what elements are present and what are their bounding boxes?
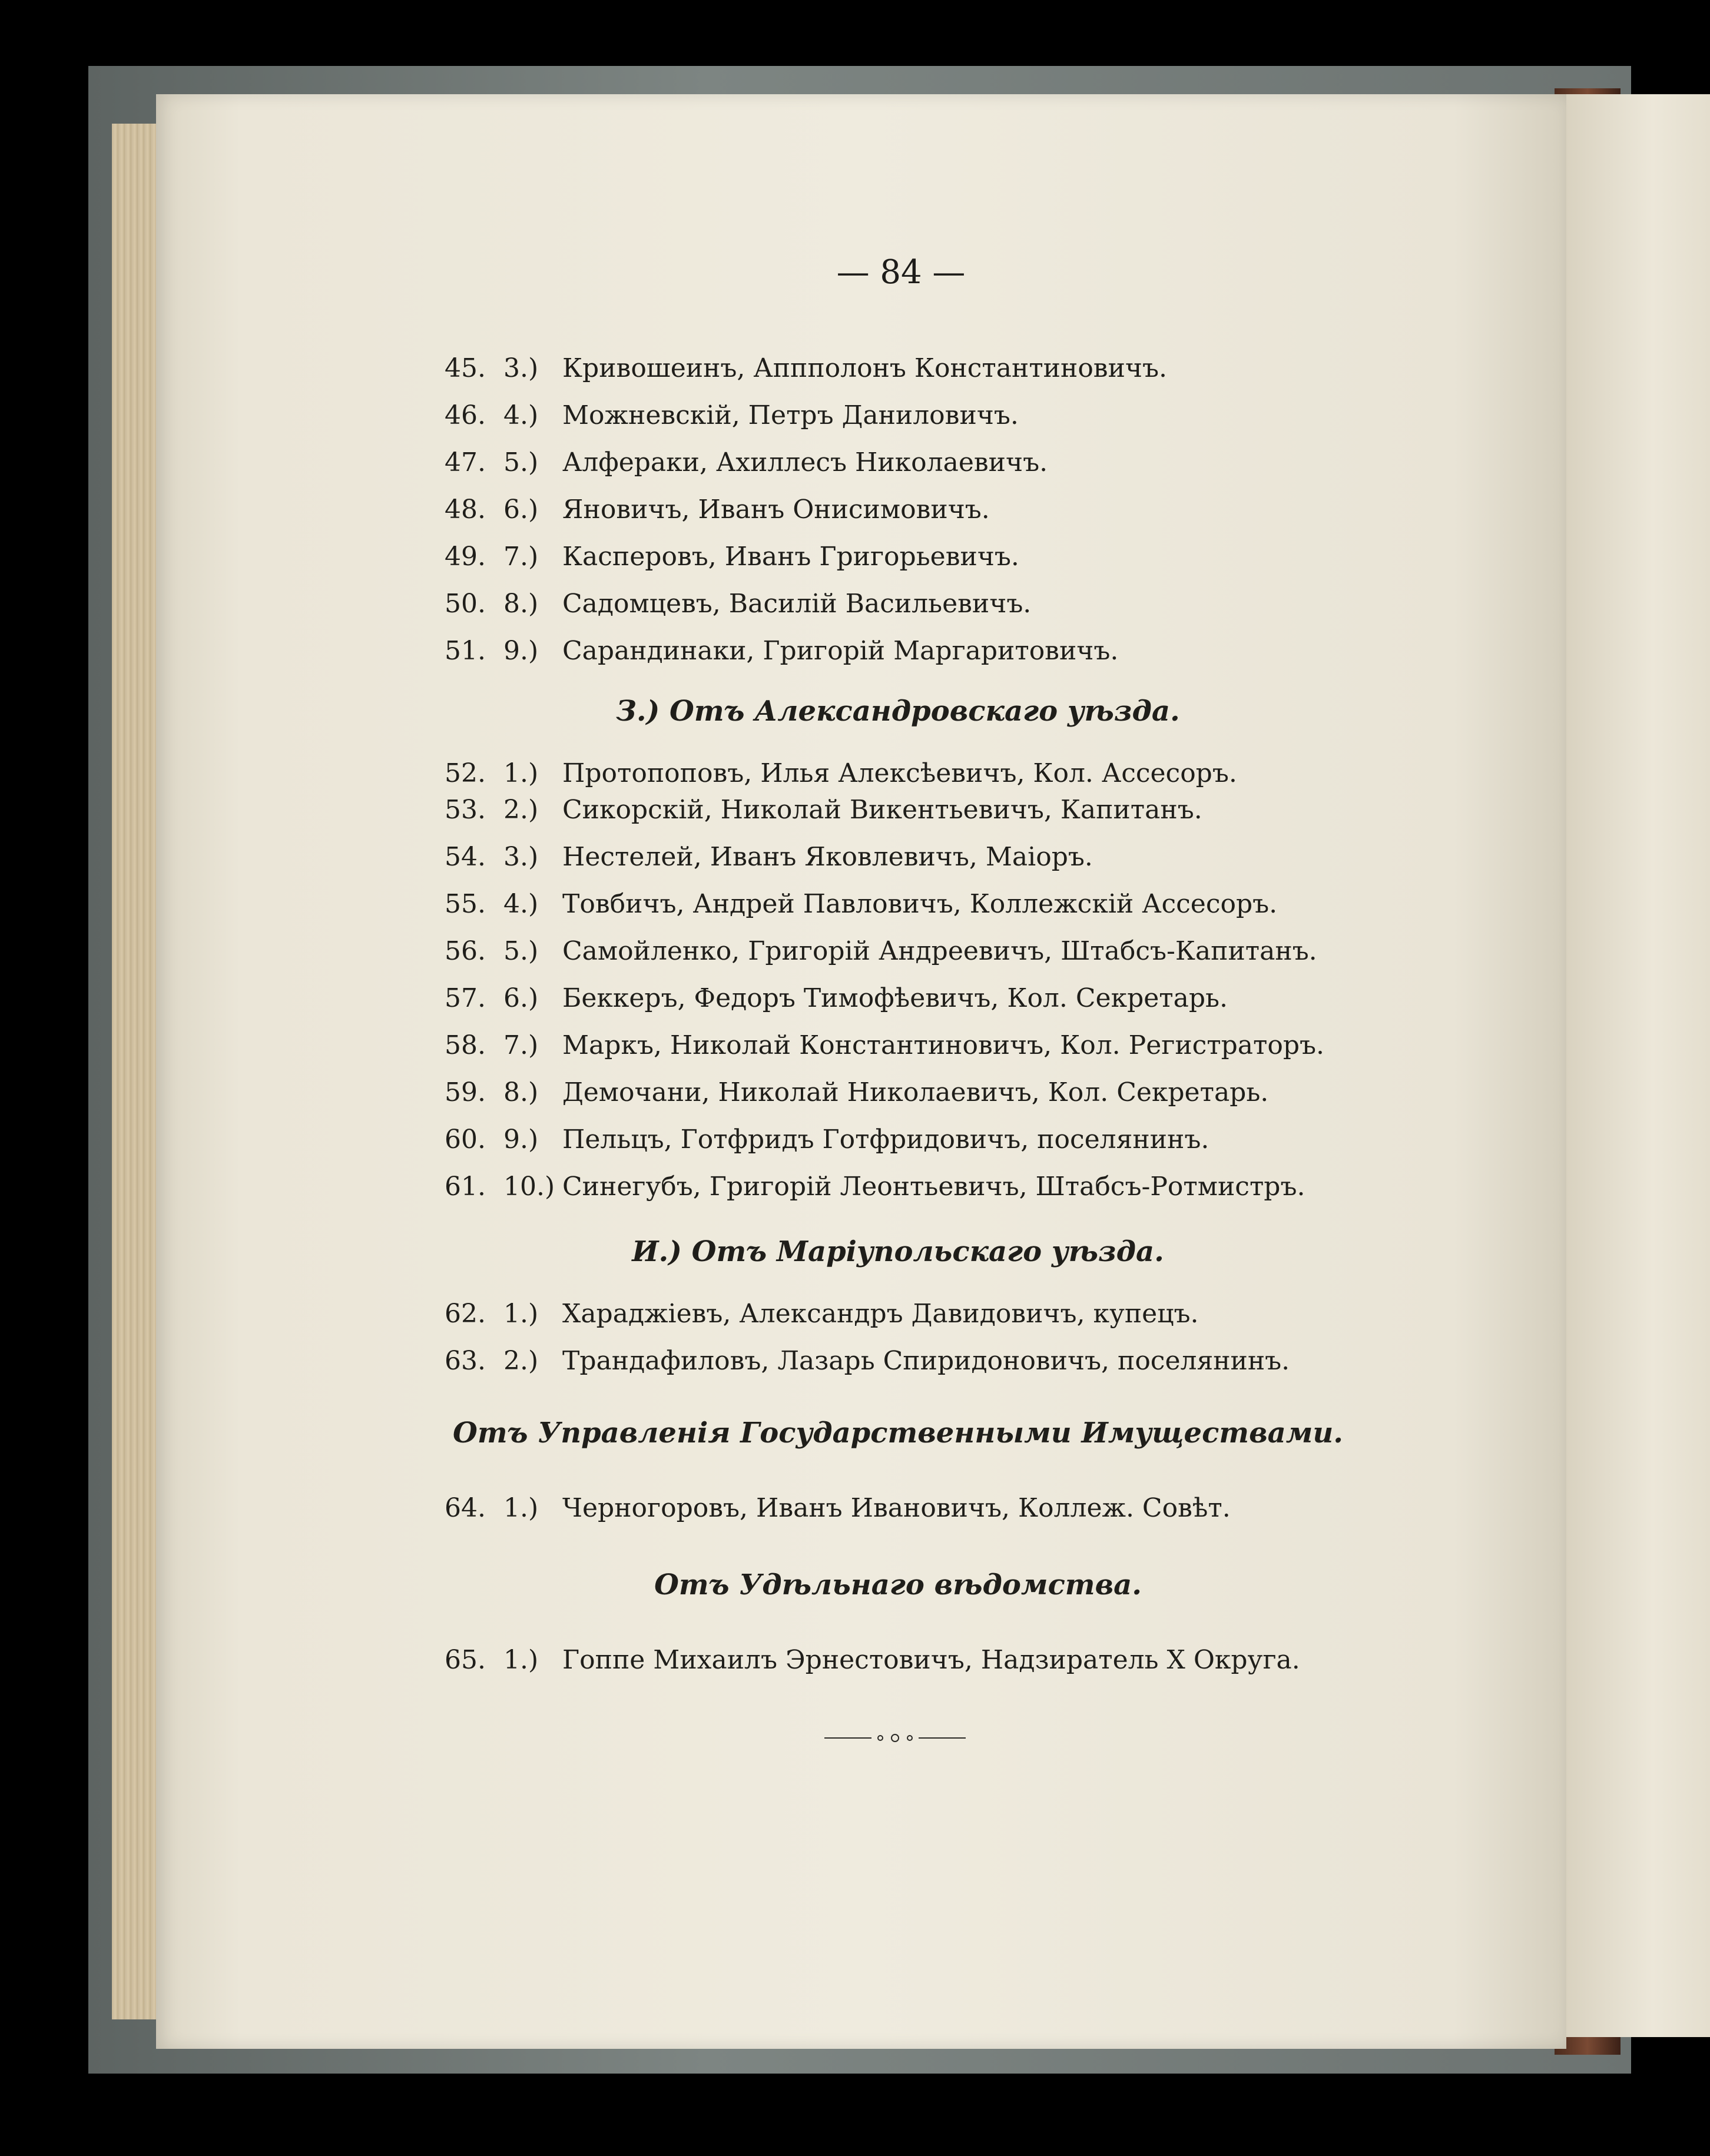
list-entry: 51. 9.) Сарандинаки, Григорій Маргаритовичъ. <box>445 636 1119 666</box>
list-entry: 57. 6.) Беккеръ, Федоръ Тимофѣевичъ, Кол. Секретарь. <box>445 983 1228 1013</box>
list-entry: 61. 10.) Синегубъ, Григорій Леонтьевичъ, Штабсъ-Ротмистръ. <box>445 1172 1305 1202</box>
list-entry: 64. 1.) Черногоровъ, Иванъ Ивановичъ, Коллеж. Совѣт. <box>445 1493 1231 1523</box>
list-entry: 49. 7.) Касперовъ, Иванъ Григорьевичъ. <box>445 542 1019 572</box>
list-entry: 62. 1.) Хараджіевъ, Александръ Давидовичъ, купецъ. <box>445 1299 1199 1329</box>
list-entry: 53. 2.) Сикорскій, Николай Викентьевичъ, Капитанъ. <box>445 795 1202 825</box>
section-heading: Отъ Управленія Государственными Имуществами. <box>453 1417 1343 1450</box>
list-entry: 55. 4.) Товбичъ, Андрей Павловичъ, Коллежскій Ассесоръ. <box>445 889 1278 919</box>
list-entry: 65. 1.) Гоппе Михаилъ Эрнестовичъ, Надзиратель X Округа. <box>445 1645 1300 1675</box>
list-entry: 50. 8.) Садомцевъ, Василій Васильевичъ. <box>445 589 1032 619</box>
list-entry: 45. 3.) Кривошеинъ, Аппполонъ Константиновичъ. <box>445 353 1167 383</box>
section-heading: З.) Отъ Александровскаго уѣзда. <box>616 695 1180 728</box>
list-entry: 60. 9.) Пельцъ, Готфридъ Готфридовичъ, поселянинъ. <box>445 1125 1209 1155</box>
facing-page-edge <box>1566 94 1710 2037</box>
list-entry: 54. 3.) Нестелей, Иванъ Яковлевичъ, Маіоръ. <box>445 842 1093 872</box>
section-heading: Отъ Удѣльнаго вѣдомства. <box>654 1568 1142 1601</box>
list-entry: 58. 7.) Маркъ, Николай Константиновичъ, Кол. Регистраторъ. <box>445 1030 1325 1060</box>
list-entry: 47. 5.) Алфераки, Ахиллесъ Николаевичъ. <box>445 447 1048 477</box>
list-entry: 59. 8.) Демочани, Николай Николаевичъ, Кол. Секретарь. <box>445 1077 1269 1107</box>
list-entry: 63. 2.) Трандафиловъ, Лазарь Спиридоновичъ, поселянинъ. <box>445 1346 1290 1376</box>
closing-ornament <box>824 1732 966 1744</box>
section-heading: И.) Отъ Маріупольскаго уѣзда. <box>632 1235 1164 1268</box>
list-entry: 52. 1.) Протопоповъ, Илья Алексѣевичъ, Кол. Ассесоръ. <box>445 758 1237 788</box>
list-entry: 46. 4.) Можневскій, Петръ Даниловичъ. <box>445 400 1019 430</box>
list-entry: 48. 6.) Яновичъ, Иванъ Онисимовичъ. <box>445 495 990 525</box>
list-entry: 56. 5.) Самойленко, Григорій Андреевичъ, Штабсъ-Капитанъ. <box>445 936 1317 966</box>
page-number: — 84 — <box>836 253 966 291</box>
